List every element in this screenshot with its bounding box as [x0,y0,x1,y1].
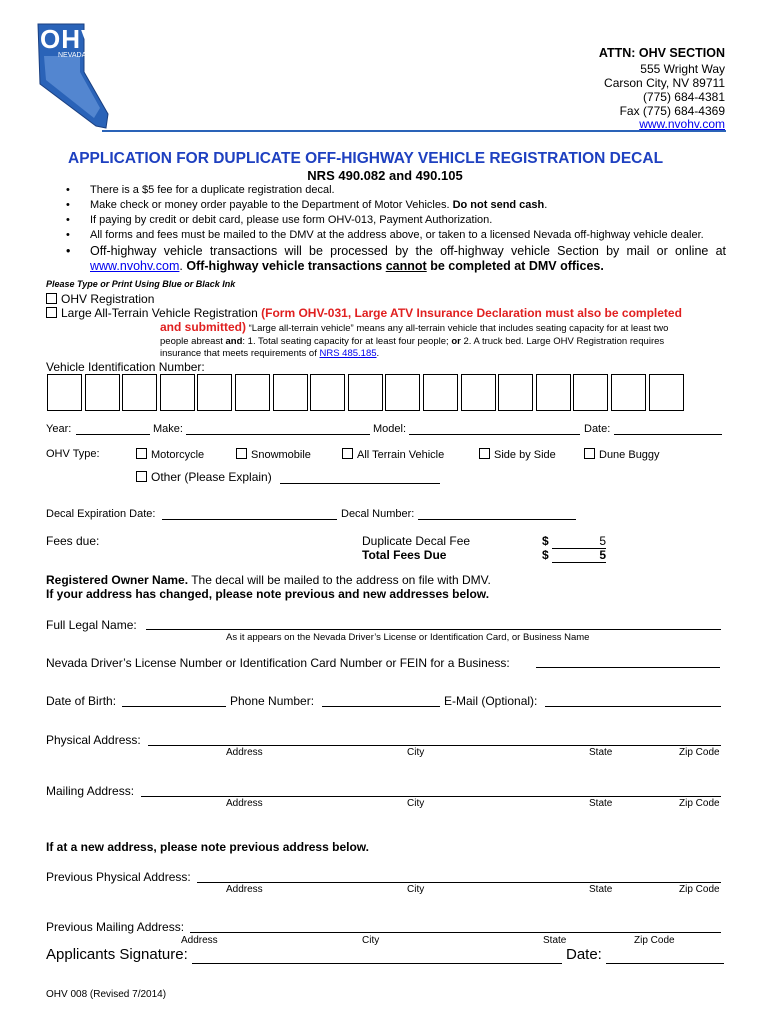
form-title: APPLICATION FOR DUPLICATE OFF-HIGHWAY VEHICLE REGISTRATION DECAL [68,150,664,167]
model-label: Model: [373,423,407,435]
addr-col-state: State [589,884,613,895]
vin-char-box[interactable] [423,374,458,411]
full-legal-name-note: As it appears on the Nevada Driver’s License or Identification Card, or Business Name [226,632,590,643]
license-number-label: Nevada Driver’s License Number or Identification Card Number or FEIN for a Business: [46,656,510,670]
vin-label: Vehicle Identification Number: [46,360,205,374]
other-explain-field[interactable] [280,483,440,484]
type-other-checkbox[interactable]: Other (Please Explain) [136,470,272,484]
addr-col-zip: Zip Code [679,747,720,758]
checkbox-icon [479,448,490,459]
bullet-item: • If paying by credit or debit card, please use form OHV-013, Payment Authorization. [66,214,493,226]
vin-char-box[interactable] [85,374,120,411]
type-side-by-side-checkbox[interactable]: Side by Side [479,448,556,461]
signature-date-label: Date: [566,946,602,963]
previous-mailing-field[interactable] [190,932,721,933]
addr-col-zip: Zip Code [679,884,720,895]
phone-number-field[interactable] [322,706,440,707]
addr-col-address: Address [226,798,263,809]
duplicate-fee-label: Duplicate Decal Fee [362,534,471,548]
vin-char-box[interactable] [122,374,157,411]
signature-field[interactable] [192,963,562,964]
year-field[interactable] [76,434,150,435]
type-dune-buggy-checkbox[interactable]: Dune Buggy [584,448,660,461]
vin-char-box[interactable] [573,374,608,411]
bullet-item: • All forms and fees must be mailed to the DMV at the address above, or taken to a licensed Nevada off-highway vehicle dealer. [66,229,704,241]
website-inline-link[interactable]: www.nvohv.com [90,259,180,273]
addr-col-city: City [362,935,380,946]
addr-col-address: Address [226,747,263,758]
email-label: E-Mail (Optional): [444,694,538,708]
address-line-2: Carson City, NV 89711 [604,76,725,90]
ohv-registration-checkbox[interactable]: OHV Registration [46,292,154,306]
checkbox-icon [584,448,595,459]
addr-col-address: Address [226,884,263,895]
addr-col-address: Address [181,935,218,946]
large-atv-checkbox[interactable]: Large All-Terrain Vehicle Registration (Form OHV-031, Large ATV Insurance Declaration must also be completed [46,306,682,320]
decal-number-field[interactable] [418,519,576,520]
vin-char-box[interactable] [649,374,684,411]
addr-col-state: State [589,798,613,809]
addr-col-city: City [407,747,425,758]
vin-char-box[interactable] [611,374,646,411]
large-atv-definition: and submitted) “Large all-terrain vehicle” means any all-terrain vehicle that includes seating capacity for at least two people abreast and: 1. Total seating capacity for at least four people; or 2. A truck bed. Large OHV Registration requires insurance that meets requirements of NRS 485.185. [160,320,669,359]
total-fee-currency: $ [542,548,549,562]
total-fees-label: Total Fees Due [362,548,447,562]
form-number-footer: OHV 008 (Revised 7/2014) [46,989,167,1000]
dob-field[interactable] [122,706,226,707]
form-subtitle: NRS 490.082 and 490.105 [307,168,463,183]
vin-char-box[interactable] [461,374,496,411]
website-link[interactable]: www.nvohv.com [639,117,725,131]
decal-expiration-field[interactable] [162,519,337,520]
previous-physical-label: Previous Physical Address: [46,870,191,884]
vin-char-box[interactable] [273,374,308,411]
model-field[interactable] [409,434,580,435]
vin-char-box[interactable] [310,374,345,411]
nrs-link[interactable]: NRS 485.185 [319,348,377,359]
previous-mailing-label: Previous Mailing Address: [46,920,185,934]
vin-char-box[interactable] [160,374,195,411]
address-change-note: If your address has changed, please note previous and new addresses below. [46,587,490,601]
owner-heading: Registered Owner Name. The decal will be mailed to the address on file with DMV. [46,573,491,587]
phone-number-label: Phone Number: [230,694,315,708]
phone-text: (775) 684-4381 [642,90,725,104]
addr-col-city: City [407,798,425,809]
addr-col-state: State [543,935,567,946]
checkbox-icon [342,448,353,459]
total-fee-amount: 5 [552,548,606,563]
addr-col-city: City [407,884,425,895]
decal-expiration-label: Decal Expiration Date: [46,508,156,520]
type-motorcycle-checkbox[interactable]: Motorcycle [136,448,204,461]
header-rule [102,130,726,132]
logo-text: OHV [40,24,100,54]
checkbox-icon [46,307,57,318]
address-line-1: 555 Wright Way [640,62,725,76]
mailing-address-label: Mailing Address: [46,784,135,798]
dup-fee-amount: 5 [552,534,606,549]
addr-col-zip: Zip Code [634,935,675,946]
vin-char-box[interactable] [47,374,82,411]
full-legal-name-label: Full Legal Name: [46,618,137,632]
new-address-heading: If at a new address, please note previous address below. [46,840,369,854]
checkbox-icon [236,448,247,459]
type-atv-checkbox[interactable]: All Terrain Vehicle [342,448,444,461]
addr-col-zip: Zip Code [679,798,720,809]
checkbox-icon [46,293,57,304]
physical-address-field[interactable] [148,745,721,746]
bullet-item: • Off-highway vehicle transactions will be processed by the off-highway vehicle Section by mail or online at www.nvohv.com. Off-highway vehicle transactions cannot be completed at DMV offices. [66,244,726,273]
signature-date-field[interactable] [606,963,724,964]
date-label: Date: [584,423,611,435]
make-field[interactable] [186,434,370,435]
mailing-address-field[interactable] [141,796,721,797]
vin-char-box[interactable] [385,374,420,411]
email-field[interactable] [545,706,721,707]
logo-subtext: NEVADA [58,52,87,59]
fax-text: Fax (775) 684-4369 [619,104,725,118]
previous-physical-field[interactable] [197,882,721,883]
date-field[interactable] [614,434,722,435]
attn-label: ATTN: OHV SECTION [598,46,725,60]
bullet-list [62,184,726,274]
bullet-item: • There is a $5 fee for a duplicate registration decal. [66,184,335,196]
vin-char-box[interactable] [348,374,383,411]
dup-fee-currency: $ [542,534,549,548]
vin-char-box[interactable] [498,374,533,411]
addr-col-state: State [589,747,613,758]
vin-char-box[interactable] [536,374,571,411]
year-label: Year: [46,423,72,435]
checkbox-icon [136,471,147,482]
fees-due-label: Fees due: [46,534,100,548]
make-label: Make: [153,423,183,435]
decal-number-label: Decal Number: [341,508,415,520]
vin-char-box[interactable] [197,374,232,411]
type-snowmobile-checkbox[interactable]: Snowmobile [236,448,311,461]
ohv-type-label: OHV Type: [46,448,100,460]
checkbox-icon [136,448,147,459]
license-number-field[interactable] [536,667,720,668]
bullet-item: • Make check or money order payable to the Department of Motor Vehicles. Do not send cash. [66,199,548,211]
physical-address-label: Physical Address: [46,733,141,747]
vin-char-box[interactable] [235,374,270,411]
signature-label: Applicants Signature: [46,946,188,963]
ink-instructions: Please Type or Print Using Blue or Black Ink [46,279,236,289]
dob-label: Date of Birth: [46,694,117,708]
full-legal-name-field[interactable] [146,629,721,630]
